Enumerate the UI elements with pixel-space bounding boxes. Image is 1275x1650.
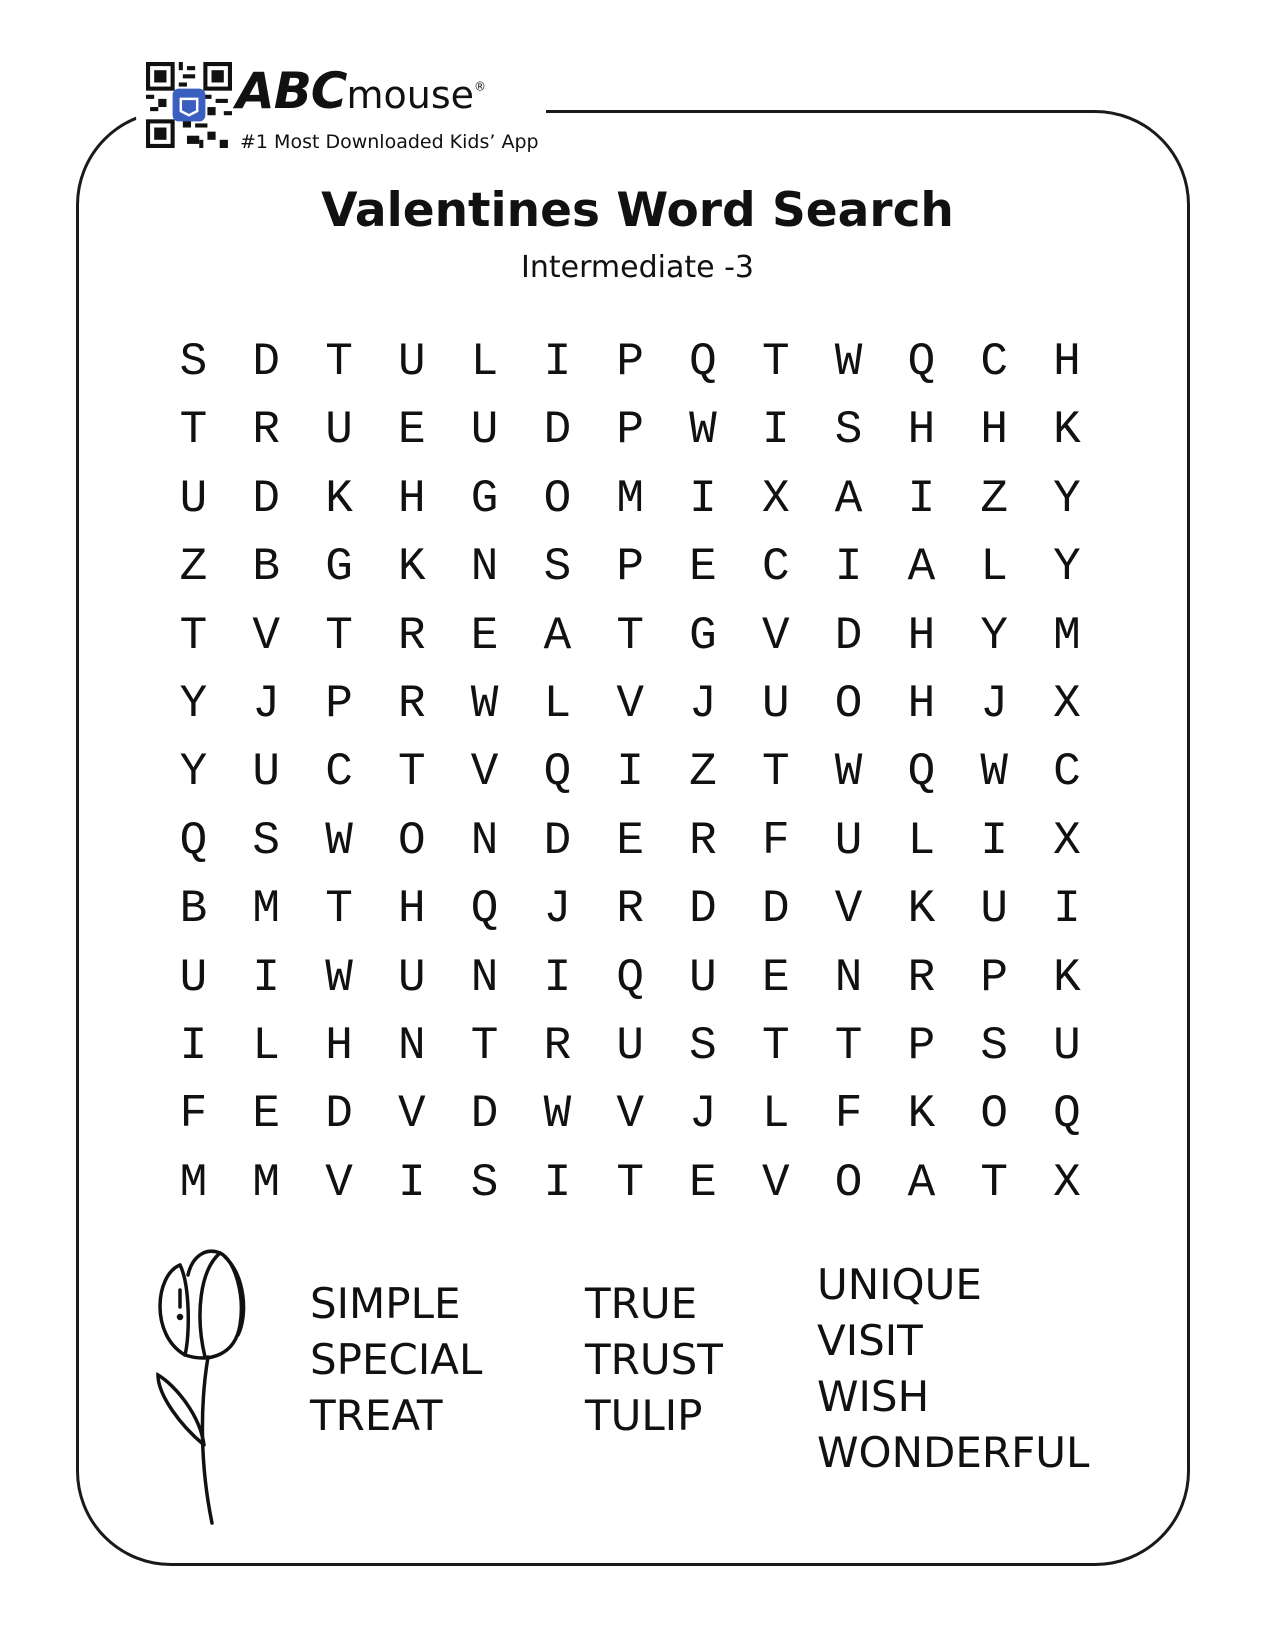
word-item: TRUE <box>585 1279 698 1328</box>
grid-letter: D <box>470 1088 499 1141</box>
grid-letter: O <box>834 677 863 730</box>
grid-letter: T <box>325 336 353 388</box>
grid-letter: Z <box>179 541 208 594</box>
grid-letter: C <box>761 541 790 594</box>
grid-letter: H <box>907 404 936 457</box>
grid-letter: J <box>543 883 572 936</box>
grid-letter: U <box>616 1019 644 1072</box>
grid-letter: T <box>470 1019 499 1072</box>
grid-letter: P <box>980 951 1008 1004</box>
word-item: WISH <box>817 1372 930 1421</box>
grid-letter: X <box>1053 677 1081 730</box>
grid-letter: I <box>616 746 644 799</box>
grid-letter: T <box>325 609 353 662</box>
grid-letter: T <box>325 883 353 936</box>
grid-letter: G <box>689 609 717 662</box>
grid-letter: Q <box>689 336 717 388</box>
grid-letter: T <box>179 404 208 457</box>
grid-letter: H <box>397 472 426 525</box>
grid-letter: N <box>470 814 499 867</box>
grid-letter: U <box>1053 1019 1081 1072</box>
grid-letter: X <box>1053 814 1081 867</box>
grid-letter: I <box>980 814 1008 867</box>
grid-letter: A <box>907 1156 936 1209</box>
grid-letter: K <box>907 1088 936 1141</box>
grid-letter: H <box>397 883 426 936</box>
grid-letter: I <box>907 472 936 525</box>
grid-letter: A <box>907 541 936 594</box>
grid-letter: O <box>543 472 572 525</box>
grid-letter: S <box>543 541 572 594</box>
grid-letter: X <box>761 472 790 525</box>
grid-letter: U <box>689 951 717 1004</box>
grid-letter: F <box>761 814 790 867</box>
grid-letter: P <box>907 1019 936 1072</box>
grid-letter: W <box>543 1088 572 1141</box>
grid-letter: L <box>761 1088 790 1141</box>
grid-letter: M <box>1053 609 1081 662</box>
grid-letter: Q <box>907 746 936 799</box>
grid-letter: G <box>325 541 353 594</box>
grid-letter: D <box>543 814 572 867</box>
grid-letter: S <box>834 404 863 457</box>
grid-letter: E <box>470 609 499 662</box>
word-item: VISIT <box>817 1316 923 1365</box>
grid-letter: W <box>980 746 1008 799</box>
grid-letter: T <box>834 1019 863 1072</box>
grid-letter: M <box>179 1156 208 1209</box>
grid-letter: I <box>543 1156 572 1209</box>
grid-letter: K <box>397 541 426 594</box>
word-item: TULIP <box>585 1391 703 1440</box>
grid-letter: O <box>834 1156 863 1209</box>
grid-letter: I <box>179 1019 208 1072</box>
grid-letter: S <box>689 1019 717 1072</box>
grid-letter: R <box>397 677 426 730</box>
word-search-grid <box>157 328 1103 1217</box>
grid-letter: E <box>397 404 426 457</box>
grid-letter: T <box>761 746 790 799</box>
grid-letter: W <box>689 404 717 457</box>
grid-letter: D <box>689 883 717 936</box>
grid-letter: D <box>252 472 280 525</box>
grid-letter: I <box>761 404 790 457</box>
grid-letter: D <box>834 609 863 662</box>
grid-letter: S <box>179 336 208 388</box>
grid-letter: Y <box>179 746 208 799</box>
grid-letter: M <box>252 1156 280 1209</box>
word-item: SIMPLE <box>310 1279 461 1328</box>
grid-letter: T <box>980 1156 1008 1209</box>
grid-letter: M <box>252 883 280 936</box>
grid-letter: R <box>689 814 717 867</box>
grid-letter: N <box>397 1019 426 1072</box>
grid-letter: V <box>616 1088 644 1141</box>
grid-letter: R <box>252 404 280 457</box>
grid-letter: R <box>397 609 426 662</box>
grid-letter: V <box>761 609 790 662</box>
grid-letter: D <box>761 883 790 936</box>
grid-letter: A <box>543 609 572 662</box>
grid-letter: H <box>907 609 936 662</box>
grid-letter: O <box>397 814 426 867</box>
grid-letter: Q <box>616 951 644 1004</box>
grid-letter: D <box>543 404 572 457</box>
grid-letter: U <box>397 336 426 388</box>
grid-letter: I <box>252 951 280 1004</box>
grid-letter: J <box>689 1088 717 1141</box>
word-item: WONDERFUL <box>817 1428 1090 1477</box>
grid-letter: F <box>179 1088 208 1141</box>
grid-letter: U <box>761 677 790 730</box>
grid-letter: I <box>689 472 717 525</box>
grid-letter: R <box>543 1019 572 1072</box>
grid-letter: V <box>834 883 863 936</box>
grid-letter: C <box>1053 746 1081 799</box>
grid-letter: S <box>252 814 280 867</box>
word-list-column-1 <box>310 1276 482 1444</box>
grid-letter: V <box>252 609 280 662</box>
grid-letter: R <box>907 951 936 1004</box>
grid-letter: O <box>980 1088 1008 1141</box>
brand-tagline: #1 Most Downloaded Kids’ App <box>240 131 539 153</box>
grid-letter: U <box>179 472 208 525</box>
grid-letter: I <box>543 336 572 388</box>
word-item: SPECIAL <box>310 1335 483 1384</box>
page-subtitle: Intermediate -3 <box>521 250 754 285</box>
grid-letter: H <box>325 1019 353 1072</box>
grid-letter: I <box>834 541 863 594</box>
grid-letter: D <box>252 336 280 388</box>
grid-letter: E <box>252 1088 280 1141</box>
grid-letter: K <box>907 883 936 936</box>
grid-letter: C <box>980 336 1008 388</box>
grid-letter: I <box>1053 883 1081 936</box>
grid-letter: Y <box>1053 541 1081 594</box>
word-item: UNIQUE <box>817 1260 982 1309</box>
grid-letter: H <box>907 677 936 730</box>
grid-letter: T <box>761 336 790 388</box>
grid-letter: T <box>616 609 644 662</box>
grid-letter: Q <box>1053 1088 1081 1141</box>
grid-letter: U <box>325 404 353 457</box>
page-title: Valentines Word Search <box>321 183 954 238</box>
grid-letter: V <box>616 677 644 730</box>
grid-letter: H <box>1053 336 1081 388</box>
grid-letter: Z <box>689 746 717 799</box>
grid-letter: T <box>616 1156 644 1209</box>
grid-letter: Q <box>179 814 208 867</box>
grid-letter: W <box>470 677 499 730</box>
grid-letter: U <box>834 814 863 867</box>
grid-letter: N <box>470 541 499 594</box>
grid-letter: K <box>1053 951 1081 1004</box>
grid-letter: W <box>834 336 863 388</box>
grid-letter: W <box>834 746 863 799</box>
grid-letter: Q <box>907 336 936 388</box>
grid-letter: P <box>616 336 644 388</box>
grid-letter: Y <box>179 677 208 730</box>
grid-letter: H <box>980 404 1008 457</box>
grid-letter: Z <box>980 472 1008 525</box>
brand-name-bold: ABC <box>236 62 347 120</box>
grid-letter: I <box>397 1156 426 1209</box>
brand-logo <box>236 62 486 120</box>
grid-letter: P <box>325 677 353 730</box>
grid-letter: N <box>470 951 499 1004</box>
grid-letter: E <box>761 951 790 1004</box>
grid-letter: P <box>616 404 644 457</box>
grid-letter: E <box>689 1156 717 1209</box>
grid-letter: M <box>616 472 644 525</box>
grid-letter: S <box>470 1156 499 1209</box>
grid-letter: L <box>252 1019 280 1072</box>
grid-letter: T <box>179 609 208 662</box>
grid-letter: R <box>616 883 644 936</box>
grid-letter: Y <box>1053 472 1081 525</box>
grid-letter: U <box>980 883 1008 936</box>
grid-letter: B <box>252 541 280 594</box>
grid-letter: F <box>834 1088 863 1141</box>
grid-letter: I <box>543 951 572 1004</box>
grid-letter: E <box>616 814 644 867</box>
word-list-column-2 <box>585 1276 723 1444</box>
grid-letter: U <box>397 951 426 1004</box>
registered-mark: ® <box>474 79 486 94</box>
word-item: TREAT <box>310 1391 443 1440</box>
grid-letter: L <box>543 677 572 730</box>
grid-letter: T <box>761 1019 790 1072</box>
grid-letter: D <box>325 1088 353 1141</box>
word-list-column-3 <box>817 1257 1089 1481</box>
grid-letter: L <box>980 541 1008 594</box>
grid-letter: X <box>1053 1156 1081 1209</box>
grid-letter: U <box>179 951 208 1004</box>
word-item: TRUST <box>585 1335 723 1384</box>
grid-letter: G <box>470 472 499 525</box>
grid-letter: Q <box>470 883 499 936</box>
brand-name-light: mouse <box>346 73 475 117</box>
grid-letter: Q <box>543 746 572 799</box>
grid-letter: E <box>689 541 717 594</box>
grid-letter: T <box>397 746 426 799</box>
grid-letter: Y <box>980 609 1008 662</box>
grid-letter: K <box>1053 404 1081 457</box>
grid-letter: J <box>252 677 280 730</box>
grid-letter: L <box>907 814 936 867</box>
grid-letter: L <box>470 336 499 388</box>
grid-letter: A <box>834 472 863 525</box>
tulip-icon <box>150 1245 270 1525</box>
qr-code-icon <box>146 61 232 149</box>
grid-letter: P <box>616 541 644 594</box>
grid-letter: N <box>834 951 863 1004</box>
grid-letter: J <box>689 677 717 730</box>
grid-letter: J <box>980 677 1008 730</box>
grid-letter: V <box>761 1156 790 1209</box>
grid-letter: S <box>980 1019 1008 1072</box>
grid-letter: V <box>470 746 499 799</box>
grid-letter: C <box>325 746 353 799</box>
grid-letter: W <box>325 951 353 1004</box>
grid-letter: K <box>325 472 353 525</box>
grid-letter: W <box>325 814 353 867</box>
grid-letter: U <box>470 404 499 457</box>
grid-letter: V <box>325 1156 353 1209</box>
grid-letter: U <box>252 746 280 799</box>
grid-letter: V <box>397 1088 426 1141</box>
grid-letter: B <box>179 883 208 936</box>
